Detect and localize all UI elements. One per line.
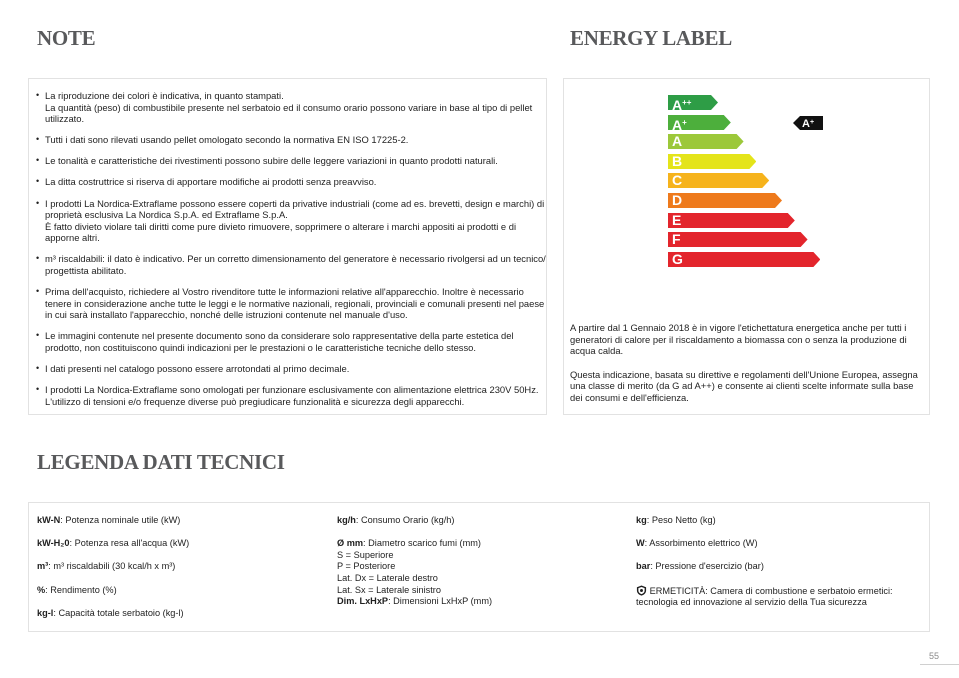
energy-paragraph: A partire dal 1 Gennaio 2018 è in vigore l'etichettatura energetica anche per tutti i generatori di calore per il riscaldamento a biomassa con o senza la produzione di acqua calda. <box>570 322 907 357</box>
legend-heading: LEGENDA DATI TECNICI <box>37 450 285 474</box>
energy-class-bar <box>668 232 808 247</box>
legend-column-3 <box>636 515 921 609</box>
energy-class-arrow <box>668 213 795 228</box>
energy-class-label: F <box>672 231 681 248</box>
energy-class-bar <box>668 252 820 267</box>
legend-item: m³: m³ riscaldabili (30 kcal/h x m³) <box>37 561 176 572</box>
energy-class-label: A++ <box>672 97 692 113</box>
legend-item: kg-l: Capacità totale serbatoio (kg-l) <box>37 607 184 618</box>
note-item: • Tutti i dati sono rilevati usando pellet omologato secondo la normativa EN ISO 17225-2. <box>37 134 547 146</box>
note-item: • I prodotti La Nordica-Extraflame sono omologati per funzionare esclusivamente con alimentazione elettrica 230V 50Hz. L'utilizzo di tensioni e/o frequenze diverse può pregiudicare funzionalità e sicurezza degli apparecchi. <box>37 384 547 407</box>
energy-class-bar <box>668 95 718 113</box>
legend-item: W: Assorbimento elettrico (W) <box>636 538 758 549</box>
note-item: • La ditta costruttrice si riserva di apportare modifiche ai prodotti senza preavviso. <box>37 176 547 188</box>
note-item: • I prodotti La Nordica-Extraflame possono essere coperti da privative industriali (come ad es. brevetti, design e marchi) di proprietà esclusiva La Nordica S.p.A. ed Extraflame S.p.A. È fatto divieto violare tali diritti come pure divieto rimuovere, sopprimere o alterare i marchi appositi ai prodotti e di apporne altri. <box>37 198 547 244</box>
energy-class-bar <box>668 154 756 169</box>
note-item: • m³ riscaldabili: il dato è indicativo. Per un corretto dimensionamento del generatore è necessario rivolgersi ad un tecnico/ progettista abilitato. <box>37 253 547 276</box>
legend-item: %: Rendimento (%) <box>37 584 117 595</box>
energy-class-arrow <box>668 193 782 208</box>
legend-item: bar: Pressione d'esercizio (bar) <box>636 561 764 572</box>
legend-item: Dim. LxHxP: Dimensioni LxHxP (mm) <box>337 596 493 607</box>
note-item: • La riproduzione dei colori è indicativa, in quanto stampati. La quantità (peso) di combustibile presente nel serbatoio ed il consumo orario possono variare in base al tipo di pellet utilizzato. <box>37 90 547 125</box>
legend-item: kW-N: Potenza nominale utile (kW) <box>37 515 181 525</box>
energy-class-bar <box>668 173 769 188</box>
legend-item: kg/h: Consumo Orario (kg/h) <box>337 515 455 525</box>
energy-class-bar <box>668 193 782 208</box>
legend-column-1 <box>37 515 317 631</box>
legend-item: kg: Peso Netto (kg) <box>636 515 716 525</box>
energy-class-label: G <box>672 250 683 267</box>
note-item: • Prima dell'acquisto, richiedere al Vostro rivenditore tutte le informazioni relative all'apparecchio. Inoltre è necessario tenere in considerazione anche tutte le leggi e le normative nazionali, regionali, provinciali e comunali presenti nel paese in cui sarà installato l'apparecchio, nonché delle istruzioni contenute nel manuale d'uso. <box>37 286 547 321</box>
energy-class-arrow <box>668 232 808 247</box>
note-item: • Le immagini contenute nel presente documento sono da considerare solo rappresentative della parte estetica del prodotto, non costituiscono quindi indicazioni per le prestazioni o le caratteristiche tecniche dello stesso. <box>37 330 547 353</box>
energy-class-bar <box>668 115 731 133</box>
note-item: • Le tonalità e caratteristiche dei rivestimenti possono subire delle leggere variazioni in quanto prodotti naturali. <box>37 155 547 167</box>
energy-class-arrow <box>668 252 820 267</box>
legend-item-ermeticita: ERMETICITÀ: Camera di combustione e serbatoio ermetici: tecnologia ed innovazione al servizio della Tua sicurezza <box>636 585 893 608</box>
note-item: • I dati presenti nel catalogo possono essere arrotondati al primo decimale. <box>37 363 547 375</box>
note-list <box>37 90 547 417</box>
shield-icon <box>636 585 647 596</box>
note-panel <box>28 78 547 415</box>
energy-rating-arrow <box>793 116 823 130</box>
note-heading: NOTE <box>37 26 96 50</box>
legend-column-2 <box>337 515 617 619</box>
energy-class-label: B <box>672 152 683 169</box>
energy-paragraph: Questa indicazione, basata su direttive e regolamenti dell'Unione Europea, assegna una classe di merito (da G ad A++) e consente ai clienti scelte informate sulla base dei consumi e dell'efficienza. <box>570 368 918 403</box>
energy-class-arrow <box>668 173 769 188</box>
page-number: 55 <box>929 651 940 661</box>
legend-item: Ø mm: Diametro scarico fumi (mm) S = Superiore P = Posteriore Lat. Dx = Laterale destro Lat. Sx = Laterale sinistro <box>337 538 481 595</box>
energy-class-bar <box>668 134 744 149</box>
energy-class-bar <box>668 213 795 228</box>
energy-rating-label: A+ <box>802 118 815 130</box>
energy-class-label: C <box>672 172 683 189</box>
energy-class-label: A <box>672 133 683 150</box>
energy-class-label: A+ <box>672 116 687 133</box>
energy-label-heading: ENERGY LABEL <box>570 26 732 50</box>
legend-item: kW-H₂0: Potenza resa all'acqua (kW) <box>37 538 190 549</box>
energy-description <box>570 322 922 416</box>
page-number-rule <box>920 664 959 665</box>
energy-class-label: D <box>672 192 683 208</box>
energy-class-label: E <box>672 211 682 228</box>
